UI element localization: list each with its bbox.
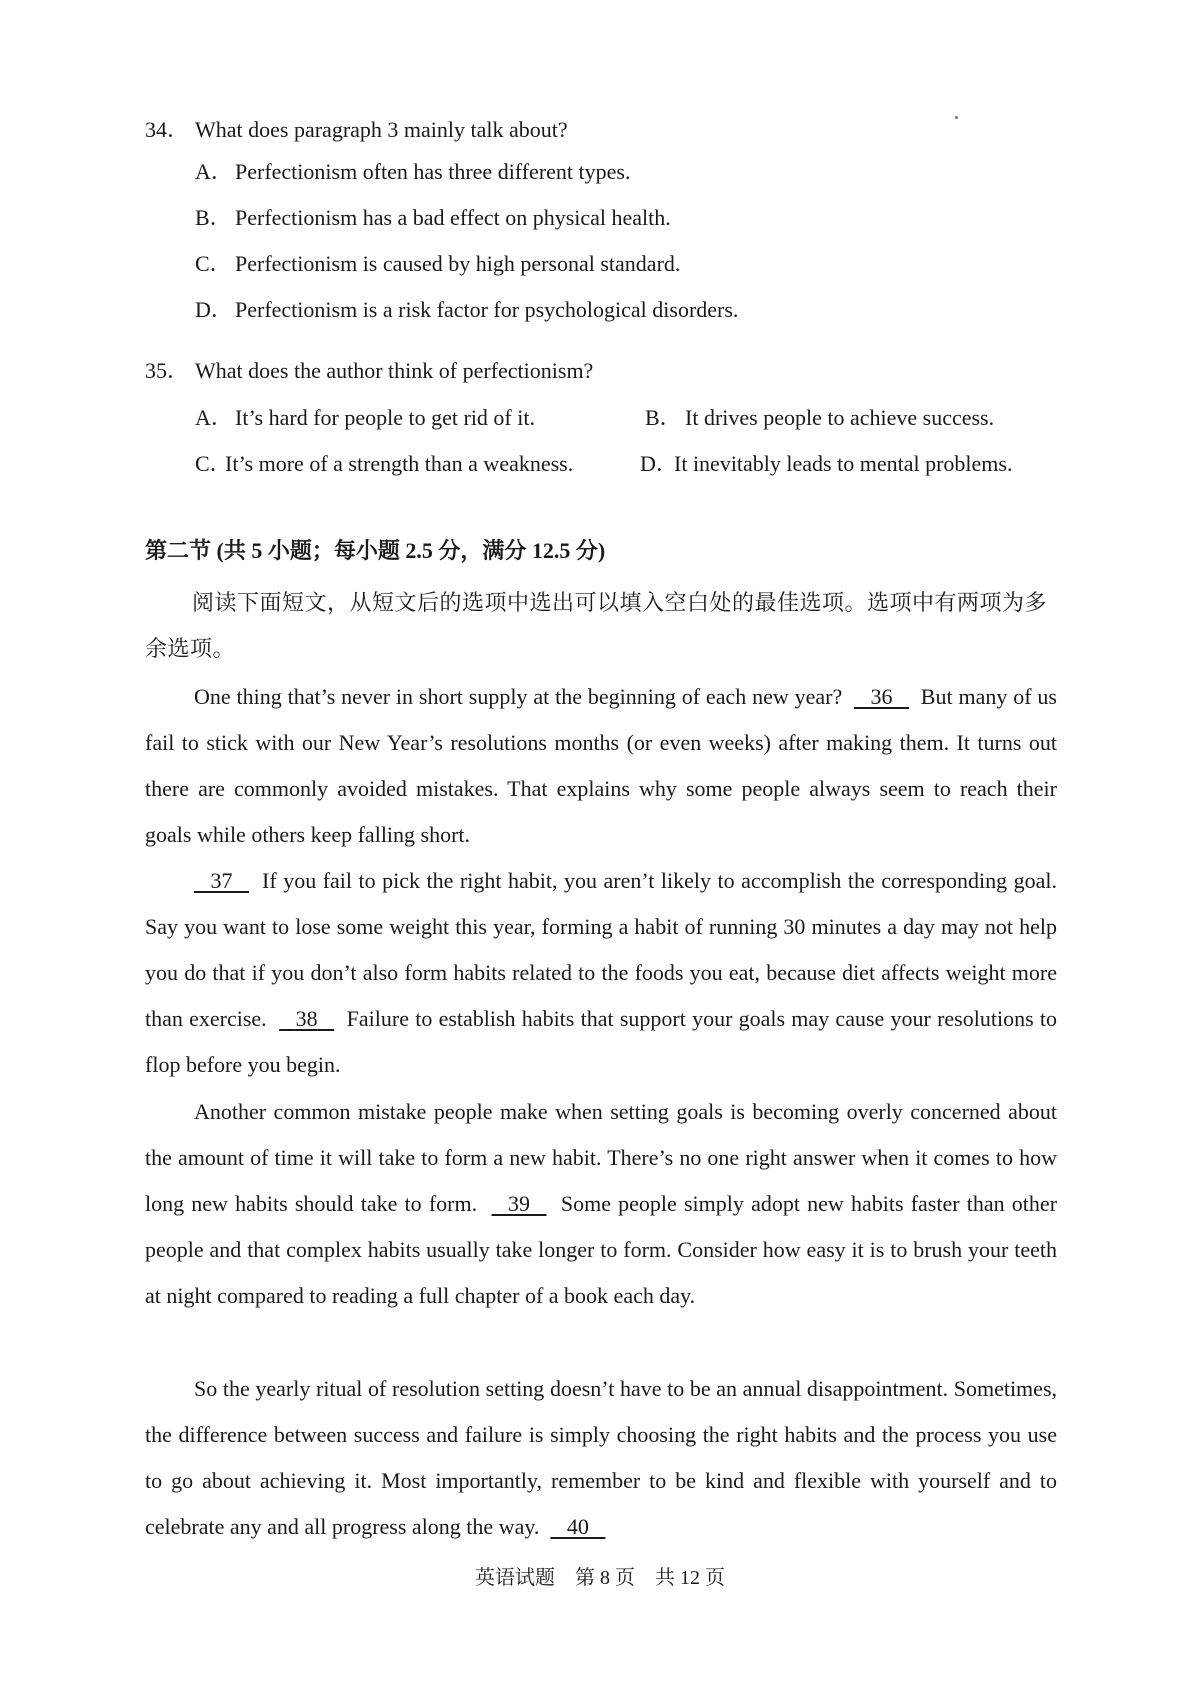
option-letter: D． <box>640 451 678 476</box>
question-35 <box>145 357 1065 385</box>
option-text: It drives people to achieve success. <box>685 405 995 430</box>
paragraph-text: One thing that’s never in short supply at the beginning of each new year? <box>194 684 843 709</box>
passage-paragraph-3 <box>145 1089 1057 1319</box>
paragraph-text: Failure to establish habits that support your goals may cause your resolutions to flop before you begin. <box>145 1006 1058 1077</box>
option-letter: C． <box>195 251 232 276</box>
option-text: Perfectionism is caused by high personal standard. <box>235 251 681 276</box>
option-text: Perfectionism is a risk factor for psychological disorders. <box>235 297 739 322</box>
answer-blank-37[interactable]: 37 <box>210 868 233 893</box>
q35-option-a <box>195 404 535 432</box>
option-letter: B． <box>645 405 682 430</box>
option-text: It’s hard for people to get rid of it. <box>235 405 535 430</box>
paragraph-text: If you fail to pick the right habit, you aren’t likely to accomplish the corresponding goal. Say you want to lose some weight this year, forming a habit of running 30 minutes a day may not help you do that if you don’t also form habits related to the foods you eat, because diet affects weight more than exercise. <box>145 868 1057 1031</box>
option-text: Perfectionism has a bad effect on physical health. <box>235 205 671 230</box>
paragraph-text: But many of us fail to stick with our New Year’s resolutions months (or even weeks) after making them. It turns out there are commonly avoided mistakes. That explains why some people always seem to reach their goals while others keep falling short. <box>145 684 1057 847</box>
passage-paragraph-1 <box>145 674 1057 858</box>
q34-option-b <box>195 204 671 232</box>
question-number: 35． <box>145 358 190 383</box>
question-number: 34． <box>145 117 190 142</box>
option-letter: A． <box>195 159 233 184</box>
passage-paragraph-2 <box>145 858 1057 1088</box>
answer-blank-40[interactable]: 40 <box>566 1514 589 1539</box>
option-letter: A． <box>195 405 233 430</box>
q34-option-c <box>195 250 680 278</box>
section-heading: 第二节 (共 5 小题；每小题 2.5 分，满分 12.5 分) <box>145 538 606 563</box>
question-stem: What does the author think of perfectionism? <box>195 358 594 383</box>
page-footer <box>0 1565 1200 1591</box>
footer-page-number: 第 8 页 <box>575 1567 635 1589</box>
question-34 <box>145 116 1065 144</box>
option-text: It inevitably leads to mental problems. <box>674 451 1013 476</box>
paragraph-text: Another common mistake people make when setting goals is becoming overly concerned about the amount of time it will take to form a new habit. There’s no one right answer when it comes to how long new habits should take to form. <box>145 1099 1057 1216</box>
q35-option-b <box>645 404 994 432</box>
q35-option-d <box>640 450 1012 478</box>
answer-blank-39[interactable]: 39 <box>508 1191 530 1216</box>
paragraph-text: So the yearly ritual of resolution setting doesn’t have to be an annual disappointment. Sometimes, the difference between success and failure is simply choosing the right habits and the process you use to go about achieving it. Most importantly, remember to be kind and flexible with yourself and to celebrate any and all progress along the way. <box>145 1376 1057 1539</box>
q35-option-c <box>195 450 573 478</box>
q34-option-a <box>195 158 630 186</box>
passage-paragraph-4 <box>145 1366 1057 1550</box>
answer-blank-36[interactable]: 36 <box>870 684 893 709</box>
option-text: It’s more of a strength than a weakness. <box>225 451 574 476</box>
question-stem: What does paragraph 3 mainly talk about? <box>195 117 568 142</box>
q34-option-d <box>195 296 738 324</box>
footer-subject: 英语试题 <box>475 1567 555 1589</box>
option-letter: B． <box>195 205 232 230</box>
paragraph-text: Some people simply adopt new habits faster than other people and that complex habits usually take longer to form. Consider how easy it is to brush your teeth at night compared to reading a full chapter of a book each day. <box>145 1191 1058 1308</box>
section-instructions: 阅读下面短文，从短文后的选项中选出可以填入空白处的最佳选项。选项中有两项为多余选项。 <box>145 590 1048 661</box>
answer-blank-38[interactable]: 38 <box>295 1006 318 1031</box>
option-letter: C． <box>195 451 232 476</box>
option-letter: D． <box>195 297 233 322</box>
option-text: Perfectionism often has three different types. <box>235 159 631 184</box>
footer-total-pages: 共 12 页 <box>655 1567 725 1589</box>
